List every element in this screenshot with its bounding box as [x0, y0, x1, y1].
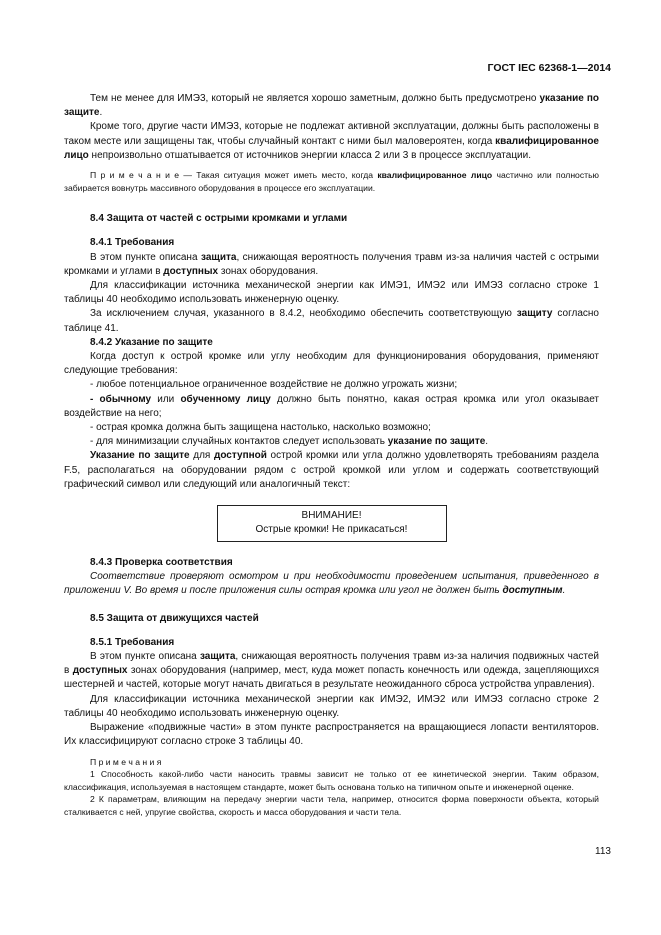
list-item: - острая кромка должна быть защищена настолько, насколько возможно; — [90, 422, 431, 434]
paragraph: Соответствие проверяют осмотром и при необходимости проведением испытания, приведенного в приложении V. Во время и после приложения силы острая кромка или угол не должен быть доступным. — [64, 571, 599, 597]
list-item: - любое потенциальное ограниченное воздействие не должно угрожать жизни; — [90, 379, 458, 391]
paragraph: Для классификации источника механической энергии как ИМЭ2, ИМЭ2 или ИМЭ3 согласно строке 2 таблицы 40 необходимо использовать инженерную оценку. — [64, 693, 599, 719]
warning-title: ВНИМАНИЕ! — [301, 510, 362, 522]
list-item: - обычному или обученному лицу должно быть понятно, какая острая кромка или угол оказывает воздействие на него; — [64, 393, 600, 419]
paragraph: В этом пункте описана защита, снижающая вероятность получения травм из-за наличия подвижных частей в доступных зонах оборудования (например, мест, куда может попасть конечность или одежда, зацепляющихся шестерней и частей, которые могут начать двигаться в результате неожиданного сброса устройства управления). — [64, 651, 600, 691]
paragraph: За исключением случая, указанного в 8.4.2, необходимо обеспечить соответствующую защиту согласно таблице 41. — [64, 308, 599, 334]
section-heading: 8.5 Защита от движущихся частей — [90, 612, 259, 624]
subsection-heading: 8.5.1 Требования — [90, 636, 175, 648]
paragraph: Кроме того, другие части ИМЭ3, которые не подлежат активной эксплуатации, должны быть расположены в таком месте или защищены так, чтобы случайный контакт с ними был маловероятен, когда квалифицированное лицо непроизвольно отшатывается от источников энергии класса 2 или 3 в процессе эксплуатации. — [64, 121, 599, 161]
page-content — [64, 92, 599, 818]
section-heading: 8.4 Защита от частей с острыми кромками и углами — [90, 213, 348, 225]
warning-label-box — [217, 505, 447, 542]
subsection-heading: 8.4.2 Указание по защите — [90, 336, 213, 348]
subsection-heading: 8.4.1 Требования — [90, 237, 175, 249]
notes-title: П р и м е ч а н и я — [90, 756, 162, 767]
paragraph: Указание по защите для доступной острой кромки или угла должно удовлетворять требованиям раздела F.5, располагаться на оборудовании рядом с острой кромкой или углом и содержать соответствующий графический символ или следующий или аналогичный текст: — [64, 450, 599, 490]
subsection-heading: 8.4.3 Проверка соответствия — [90, 557, 233, 569]
page-number: 113 — [595, 846, 611, 857]
note: 2 К параметрам, влияющим на передачу энергии части тела, например, относится форма поверхности объекта, который сталкивается с ней, упругие свойства, скорость и масса оборудования и части тела. — [64, 794, 599, 817]
note: П р и м е ч а н и е — Такая ситуация может иметь место, когда квалифицированное лицо частично или полностью забирается вовнутрь массивного оборудования в процессе его эксплуатации. — [64, 170, 599, 193]
paragraph: В этом пункте описана защита, снижающая вероятность получения травм из-за наличия частей с острыми кромками и углами в доступных зонах оборудования. — [64, 251, 599, 277]
paragraph: Выражение «подвижные части» в этом пункте распространяется на вращающиеся лопасти вентиляторов. Их классифицируют согласно строке 3 таблицы 40. — [64, 722, 599, 748]
warning-text: Острые кромки! Не прикасаться! — [255, 524, 408, 536]
list-item: - для минимизации случайных контактов следует использовать указание по защите. — [90, 436, 489, 448]
paragraph: Тем не менее для ИМЭ3, который не является хорошо заметным, должно быть предусмотрено указание по защите. — [64, 93, 600, 119]
document-header: ГОСТ IEC 62368-1—2014 — [487, 62, 611, 74]
paragraph: Для классификации источника механической энергии как ИМЭ1, ИМЭ2 или ИМЭ3 согласно строке 1 таблицы 40 необходимо использовать инженерную оценку. — [64, 280, 599, 306]
note: 1 Способность какой-либо части наносить травмы зависит не только от ее кинетической энергии. Таким образом, классификация, используемая в настоящем стандарте, может быть основана только на типичном опыте и инженерной оценке. — [64, 769, 599, 792]
paragraph: Когда доступ к острой кромке или углу необходим для функционирования оборудования, применяют следующие требования: — [64, 351, 599, 377]
